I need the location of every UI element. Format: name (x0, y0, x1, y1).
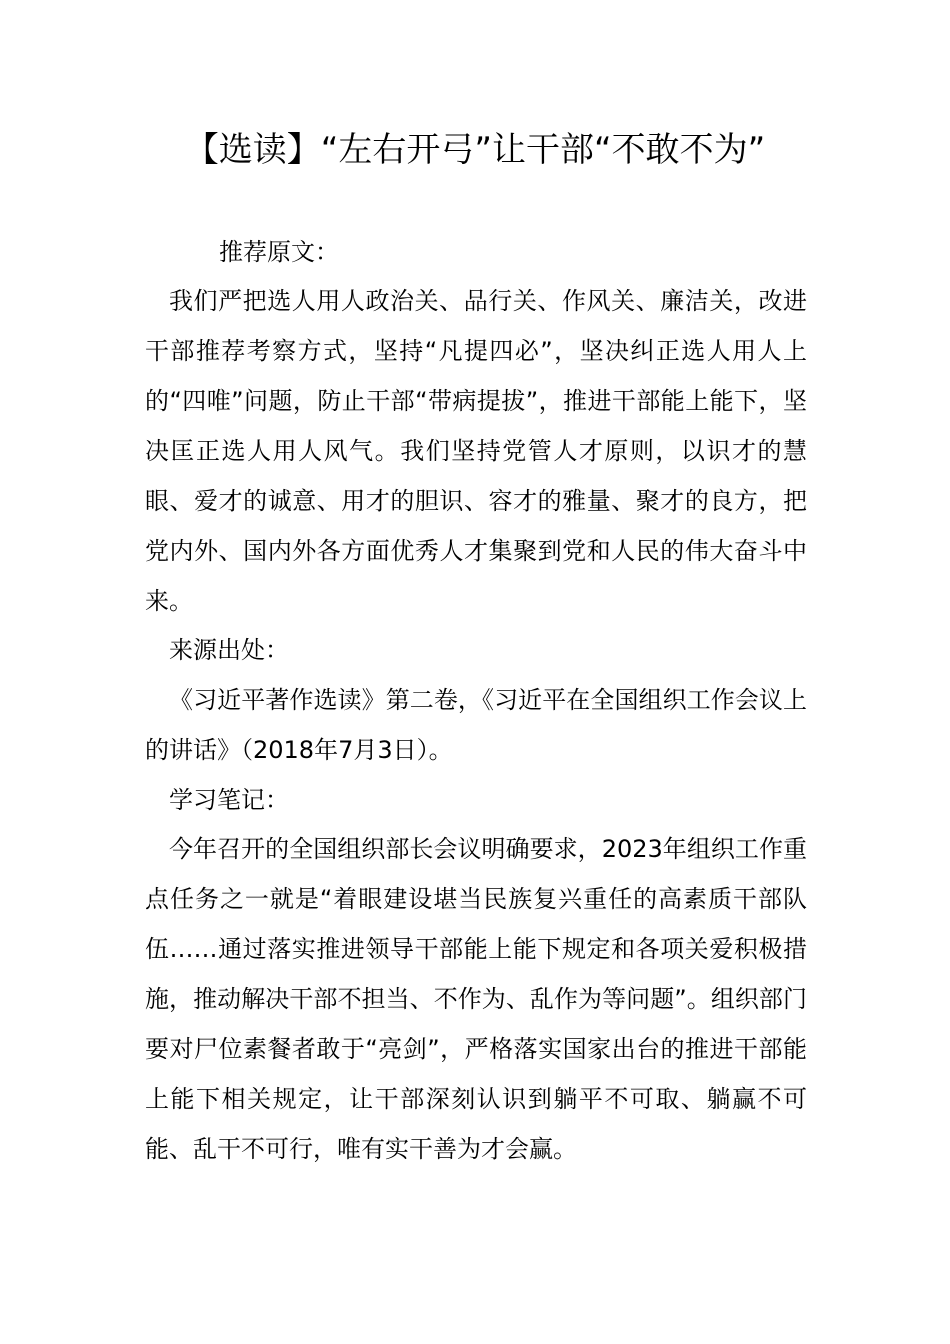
notes-label: 学习笔记： (169, 786, 289, 814)
document-title: 【选读】“左右开弓”让干部“不敢不为” (184, 130, 766, 170)
source-paragraph: 《习近平著作选读》第二卷，《习近平在全国组织工作会议上的讲话》（2018年7月3日）。 (145, 686, 807, 764)
notes-paragraph: 今年召开的全国组织部长会议明确要求，2023年组织工作重点任务之一就是“着眼建设堪当民族复兴重任的高素质干部队伍……通过落实推进领导干部能上能下规定和各项关爱积极措施，推动解决干部不担当、不作为、乱作为等问题”。组织部门要对尸位素餐者敢于“亮剑”，严格落实国家出台的推进干部能上能下相关规定，让干部深刻认识到躺平不可取、躺赢不可能、乱干不可行，唯有实干善为才会赢。 (145, 835, 807, 1163)
recommend-paragraph: 我们严把选人用人政治关、品行关、作风关、廉洁关，改进干部推荐考察方式，坚持“凡提四必”，坚决纠正选人用人上的“四唯”问题，防止干部“带病提拔”，推进干部能上能下，坚决匡正选人用人风气。我们坚持党管人才原则，以识才的慧眼、爱才的诚意、用才的胆识、容才的雅量、聚才的良方，把党内外、国内外各方面优秀人才集聚到党和人民的伟大奋斗中来。 (145, 287, 807, 615)
source-label: 来源出处： (169, 636, 289, 664)
recommend-label: 推荐原文： (219, 238, 339, 266)
